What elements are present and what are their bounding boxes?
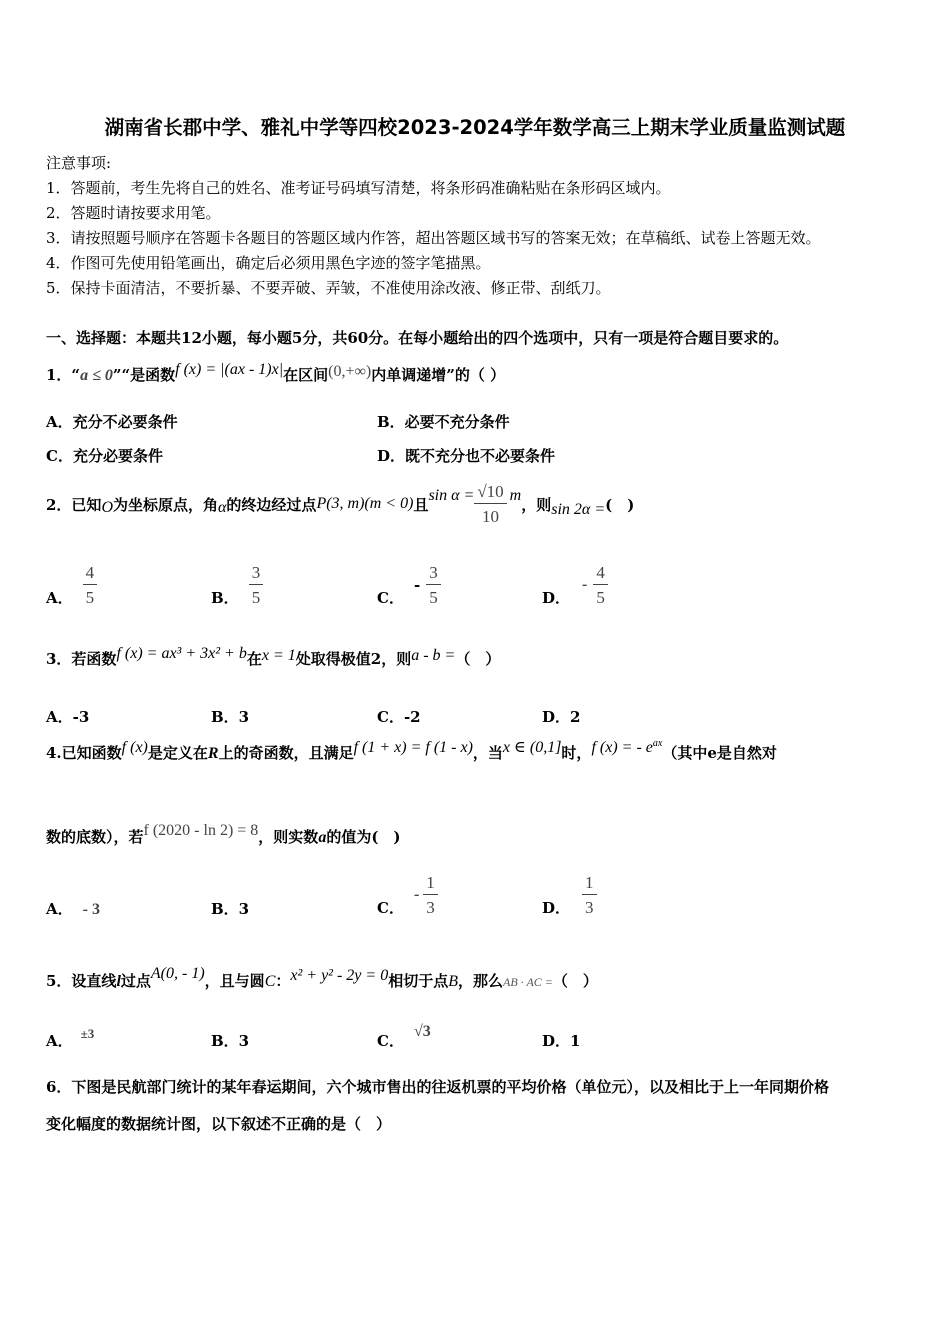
option-d: D．既不充分也不必要条件 <box>377 447 556 465</box>
notice-item: 2．答题时请按要求用笔。 <box>46 204 221 222</box>
option-d: D． $\frac{1}{3}$ <box>542 872 597 918</box>
question-1: 1．“a ≤ 0”“是函数f (x) = |(ax - 1)x|在区间(0,+∞)内单调递增”的（ ） <box>46 361 506 384</box>
option-c: C．-2 <box>377 708 421 726</box>
notice-item: 5．保持卡面清洁，不要折暴、不要弄破、弄皱，不准使用涂改液、修正带、刮纸刀。 <box>46 279 611 297</box>
option-d: D．1 <box>542 1032 581 1050</box>
option-a: A． - 3 <box>46 900 100 918</box>
notice-item: 3．请按照题号顺序在答题卡各题目的答题区域内作答，超出答题区域书写的答案无效；在草稿纸、试卷上答题无效。 <box>46 229 821 247</box>
option-b: B． $\frac{3}{5}$ <box>211 562 263 608</box>
section-heading: 一、选择题：本题共12小题，每小题5分，共60分。在每小题给出的四个选项中，只有一项是符合题目要求的。 <box>46 329 789 347</box>
option-d: D． - $\frac{4}{5}$ <box>542 562 608 608</box>
math-function: f (x) = |(ax - 1)x| <box>175 361 284 378</box>
option-c: C． - $\frac{3}{5}$ <box>377 562 441 608</box>
option-b: B．3 <box>211 708 250 726</box>
math-function: f (x) = ax³ + 3x² + b <box>116 645 247 662</box>
option-d: D．2 <box>542 708 581 726</box>
notice-item: 1．答题前，考生先将自己的姓名、准考证号码填写清楚，将条形码准确粘贴在条形码区域内。 <box>46 179 671 197</box>
option-c: C． - $\frac{1}{3}$ <box>377 872 438 918</box>
option-a: A．充分不必要条件 <box>46 413 178 431</box>
option-b: B．3 <box>211 1032 250 1050</box>
math-point: P(3, m)(m < 0) <box>316 495 414 512</box>
question-4: 4.已知函数f (x)是定义在R上的奇函数，且满足f (1 + x) = f (1 - x)，当x ∈ (0,1]时，f (x) = - $e^{ax}$（其中e是自然对 <box>46 738 777 762</box>
option-b: B．3 <box>211 900 250 918</box>
option-c: C．√3 <box>377 1023 431 1050</box>
math-condition: a ≤ 0 <box>80 367 113 384</box>
question-3: 3．若函数f (x) = ax³ + 3x² + b在x = 1处取得极值2，则a - b =（ ） <box>46 645 501 668</box>
option-a: A．-3 <box>46 708 90 726</box>
question-4-cont: 数的底数），若f (2020 - ln 2) = 8，则实数a的值为( ) <box>46 822 401 846</box>
question-2: 2．已知 O 为坐标原点，角 α 的终边经过点 P(3, m)(m < 0) 且 sin α = $\frac{√10}{10}$ m ，则 sin 2α = ( ) <box>46 481 635 526</box>
option-c: C．充分必要条件 <box>46 447 163 465</box>
question-5: 5．设直线l过点A(0, - 1)，且与圆C：x² + y² - 2y = 0相切于点B，那么AB · AC =（ ） <box>46 965 598 990</box>
question-6: 6．下图是民航部门统计的某年春运期间，六个城市售出的往返机票的平均价格（单位元），以及相比于上一年同期价格 <box>46 1078 829 1096</box>
option-a: A． $\frac{4}{5}$ <box>46 562 97 608</box>
option-b: B．必要不充分条件 <box>377 413 510 431</box>
notice-item: 4．作图可先使用铅笔画出，确定后必须用黑色字迹的签字笔描黑。 <box>46 254 491 272</box>
notice-heading: 注意事项: <box>46 154 112 172</box>
page-title: 湖南省长郡中学、雅礼中学等四校2023-2024学年数学高三上期末学业质量监测试题 <box>104 116 846 139</box>
math-interval: (0,+∞) <box>328 363 372 380</box>
option-a: A． ±3 <box>46 1026 95 1050</box>
question-6-cont: 变化幅度的数据统计图，以下叙述不正确的是（ ） <box>46 1115 392 1133</box>
